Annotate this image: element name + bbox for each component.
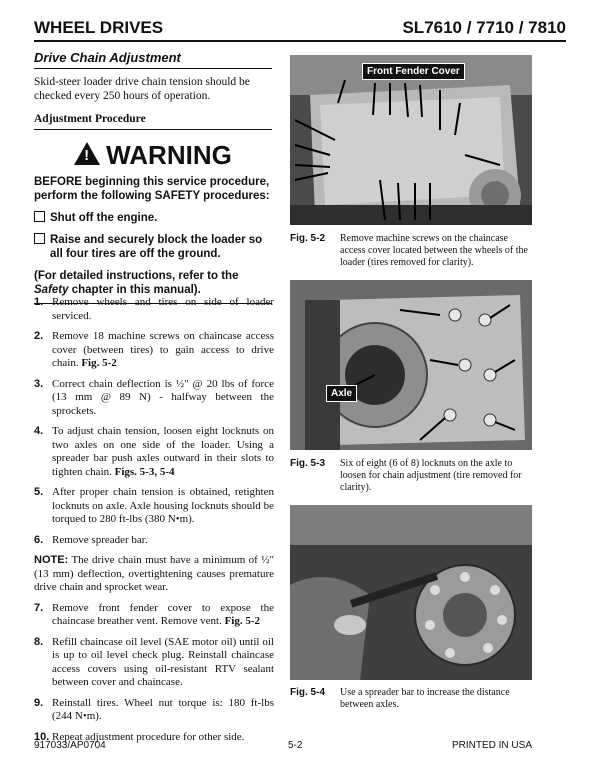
warning-item bbox=[34, 211, 272, 225]
checkbox-icon bbox=[34, 233, 45, 244]
step-number: 9. bbox=[34, 696, 44, 709]
step-text: Remove spreader bar. bbox=[52, 533, 148, 546]
step-number: 10. bbox=[34, 730, 50, 743]
step-number: 5. bbox=[34, 486, 44, 498]
warning-detail-pre: (For detailed instructions, refer to the bbox=[34, 270, 239, 282]
step-text: To adjust chain tension, loosen eight locknuts on two axles on one side of the loader. Using a spreader bar push axles outward in their slots to tighten chain. bbox=[52, 425, 274, 478]
figure-5-4-caption bbox=[290, 687, 532, 711]
step-text: Remove 18 machine screws on chaincase access cover (between tires) to gain access to drive chain. bbox=[52, 330, 274, 369]
note-label: NOTE: bbox=[34, 554, 69, 566]
warning-triangle-icon: ! bbox=[74, 142, 100, 165]
step-number: 8. bbox=[34, 635, 44, 648]
checkbox-icon bbox=[34, 211, 45, 222]
step-item bbox=[34, 697, 274, 724]
model-numbers: SL7610 / 7710 / 7810 bbox=[402, 18, 566, 37]
step-text: Remove front fender cover to expose the chaincase breather vent. Remove vent. bbox=[52, 601, 274, 627]
step-number: 7. bbox=[34, 601, 44, 614]
warning-title bbox=[34, 140, 272, 171]
step-text: After proper chain tension is obtained, retighten locknuts on axle. Axle housing locknuts should be torqued to 280 ft-lbs (380 N•m). bbox=[52, 486, 274, 525]
axle-locknuts-illustration bbox=[290, 280, 532, 450]
step-text: Correct chain deflection is ½" @ 20 lbs of force (13 mm @ 89 N) - halfway between the sprockets. bbox=[52, 377, 274, 417]
chapter-title: WHEEL DRIVES bbox=[34, 18, 164, 37]
callout-label: Axle bbox=[326, 385, 357, 402]
step-item bbox=[34, 296, 274, 323]
warning-detail-em: Safety bbox=[34, 284, 69, 296]
warning-title-text: WARNING bbox=[106, 140, 232, 170]
footer-printed: PRINTED IN USA bbox=[451, 740, 532, 751]
figure-label: Fig. 5-2 bbox=[290, 233, 326, 244]
spreader-bar-illustration bbox=[290, 505, 532, 680]
step-text: Remove wheels and tires on side of loader serviced. bbox=[52, 296, 274, 322]
figure-5-4-photo bbox=[290, 505, 532, 680]
figure-caption-text: Remove machine screws on the chaincase access cover located between the wheels of the loader (tires removed for clarity). bbox=[340, 233, 528, 268]
section-title: Drive Chain Adjustment bbox=[34, 50, 272, 69]
figure-5-2-photo bbox=[290, 55, 532, 225]
footer-page-number: 5-2 bbox=[288, 740, 303, 751]
step-number: 4. bbox=[34, 425, 44, 437]
figure-5-3-caption bbox=[290, 458, 532, 494]
step-item bbox=[34, 636, 274, 690]
figure-reference: Fig. 5-2 bbox=[224, 615, 261, 627]
figure-label: Fig. 5-3 bbox=[290, 458, 326, 469]
warning-item-text: Shut off the engine. bbox=[50, 212, 158, 224]
note-paragraph bbox=[34, 554, 274, 595]
warning-item-text: Raise and securely block the loader so all four tires are off the ground. bbox=[50, 234, 263, 260]
figure-caption-text: Six of eight (6 of 8) locknuts on the axle to loosen for chain adjustment (tire removed for clarity). bbox=[340, 458, 522, 493]
left-column-top bbox=[34, 50, 272, 304]
step-item bbox=[34, 378, 274, 419]
callout-label: Front Fender Cover bbox=[362, 63, 465, 80]
step-item bbox=[34, 330, 274, 371]
warning-lead: BEFORE beginning this service procedure, perform the following SAFETY procedures: bbox=[34, 176, 270, 202]
figure-caption-text: Use a spreader bar to increase the distance between axles. bbox=[340, 687, 510, 710]
footer-doc-number: 917033/AP0704 bbox=[34, 740, 106, 751]
chaincase-cover-illustration bbox=[290, 55, 532, 225]
step-item bbox=[34, 602, 274, 629]
procedure-steps bbox=[34, 296, 274, 751]
step-text: Reinstall tires. Wheel nut torque is: 180 ft-lbs (244 N•m). bbox=[52, 696, 274, 722]
figure-5-3-photo bbox=[290, 280, 532, 450]
step-number: 1. bbox=[34, 296, 44, 308]
note-text: The drive chain must have a minimum of ½" (13 mm) deflection, overtightening causes premature drive chain and sprocket wear. bbox=[34, 554, 274, 593]
step-number: 3. bbox=[34, 377, 44, 390]
step-text: Repeat adjustment procedure for other side. bbox=[52, 730, 245, 743]
step-item bbox=[34, 486, 274, 527]
page-header bbox=[34, 18, 566, 42]
step-number: 2. bbox=[34, 330, 44, 342]
intro-text: Skid-steer loader drive chain tension should be checked every 250 hours of operation. bbox=[34, 76, 250, 102]
warning-detail-post: chapter in this manual). bbox=[68, 284, 201, 296]
step-item bbox=[34, 534, 274, 548]
figure-reference: Figs. 5-3, 5-4 bbox=[114, 465, 175, 478]
figure-label: Fig. 5-4 bbox=[290, 687, 326, 698]
figure-reference: Fig. 5-2 bbox=[81, 357, 117, 369]
step-item bbox=[34, 425, 274, 479]
step-number: 6. bbox=[34, 533, 44, 546]
step-text: Refill chaincase oil level (SAE motor oil) until oil is up to oil level check plug. Reinstall chaincase access covers using oil-resistant RTV sealant between cover and chaincase. bbox=[52, 635, 274, 688]
figure-5-2-caption bbox=[290, 233, 532, 269]
warning-item bbox=[34, 233, 272, 261]
procedure-heading: Adjustment Procedure bbox=[34, 113, 272, 130]
